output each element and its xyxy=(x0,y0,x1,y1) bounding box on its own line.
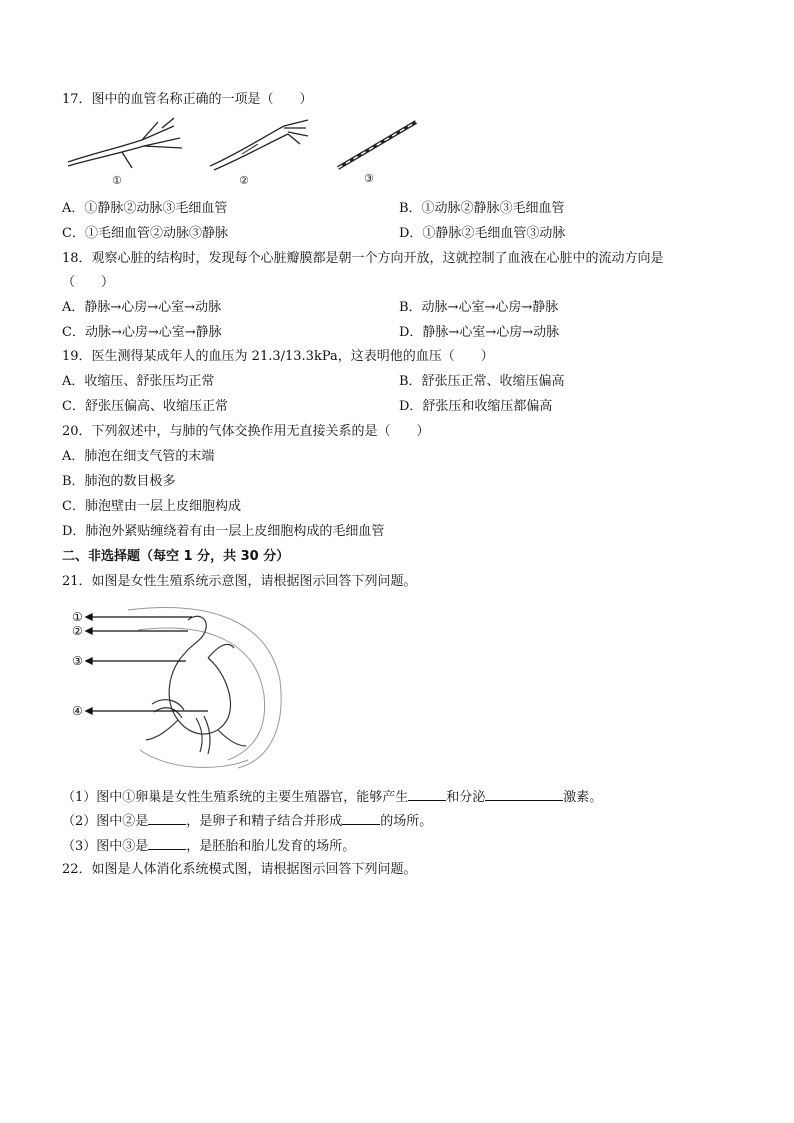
q21-sub2-text-c: 的场所。 xyxy=(380,814,433,829)
fig-label-1: ① xyxy=(72,610,83,624)
q17-blood-vessel-figure xyxy=(62,114,422,190)
q17-option-b: B．①动脉②静脉③毛细血管 xyxy=(399,201,565,216)
q21-sub2-text-a: （2）图中②是 xyxy=(62,814,149,829)
vessel-1-label: ① xyxy=(112,174,122,187)
q20-option-d: D．肺泡外紧贴缠绕着有由一层上皮细胞构成的毛细血管 xyxy=(62,524,385,539)
fig-label-2: ② xyxy=(72,624,83,638)
q17-option-d: D．①静脉②毛细血管③动脉 xyxy=(399,226,566,241)
q18-stem-cont: （ ） xyxy=(62,275,115,290)
q20-option-b: B．肺泡的数目极多 xyxy=(62,474,176,489)
q21-sub1-blank-2[interactable] xyxy=(485,787,563,801)
q18-option-b: B．动脉→心室→心房→静脉 xyxy=(399,300,559,315)
q21-sub2-text-b: ，是卵子和精子结合并形成 xyxy=(186,814,343,829)
section-2-heading: 二、非选择题（每空 1 分，共 30 分） xyxy=(62,549,290,564)
q22-stem: 22．如图是人体消化系统模式图，请根据图示回答下列问题。 xyxy=(62,862,417,877)
fig-label-3: ③ xyxy=(72,654,83,668)
q21-sub2-blank-1[interactable] xyxy=(148,811,186,825)
q19-option-a: A．收缩压、舒张压均正常 xyxy=(62,374,215,389)
q18-option-a: A．静脉→心房→心室→动脉 xyxy=(62,300,222,315)
q21-stem: 21．如图是女性生殖系统示意图，请根据图示回答下列问题。 xyxy=(62,574,417,589)
q21-sub2-blank-2[interactable] xyxy=(342,811,380,825)
fig-label-4: ④ xyxy=(72,704,83,718)
vessel-3-drawing xyxy=(338,122,416,168)
q17-option-a: A．①静脉②动脉③毛细血管 xyxy=(62,201,228,216)
q18-stem: 18．观察心脏的结构时，发现每个心脏瓣膜都是朝一个方向开放，这就控制了血液在心脏中的流动方向是 xyxy=(62,251,664,266)
vessel-2-drawing xyxy=(210,120,308,170)
q19-option-c: C．舒张压偏高、收缩压正常 xyxy=(62,399,228,414)
q21-sub1-text-a: （1）图中①卵巢是女性生殖系统的主要生殖器官，能够产生 xyxy=(62,790,409,805)
q21-sub1-text-b: 和分泌 xyxy=(446,790,486,805)
q20-option-c: C．肺泡壁由一层上皮细胞构成 xyxy=(62,499,241,514)
q19-option-b: B．舒张压正常、收缩压偏高 xyxy=(399,374,565,389)
vessel-3-label: ③ xyxy=(364,172,374,185)
q21-sub1 xyxy=(62,787,602,807)
q17-option-c: C．①毛细血管②动脉③静脉 xyxy=(62,226,228,241)
q21-sub3 xyxy=(62,836,355,856)
q20-option-a: A．肺泡在细支气管的末端 xyxy=(62,449,215,464)
organs-sketch xyxy=(146,616,246,754)
q21-female-reproductive-figure xyxy=(68,600,288,772)
vessel-2-label: ② xyxy=(239,174,249,187)
q21-sub3-text-a: （3）图中③是 xyxy=(62,839,149,854)
q18-option-c: C．动脉→心房→心室→静脉 xyxy=(62,325,222,340)
q21-sub3-blank-1[interactable] xyxy=(148,836,186,850)
q17-stem: 17．图中的血管名称正确的一项是（ ） xyxy=(62,92,313,107)
q20-stem: 20．下列叙述中，与肺的气体交换作用无直接关系的是（ ） xyxy=(62,424,430,439)
q21-sub2 xyxy=(62,811,432,831)
vessel-1-drawing xyxy=(68,118,182,168)
q21-sub1-text-c: 激素。 xyxy=(563,790,603,805)
q18-option-d: D．静脉→心室→心房→动脉 xyxy=(399,325,560,340)
q19-stem: 19．医生测得某成年人的血压为 21.3/13.3kPa，这表明他的血压（ ） xyxy=(62,349,494,364)
q21-sub1-blank-1[interactable] xyxy=(408,787,446,801)
q19-option-d: D．舒张压和收缩压都偏高 xyxy=(399,399,553,414)
q21-sub3-text-b: ，是胚胎和胎儿发育的场所。 xyxy=(186,839,356,854)
